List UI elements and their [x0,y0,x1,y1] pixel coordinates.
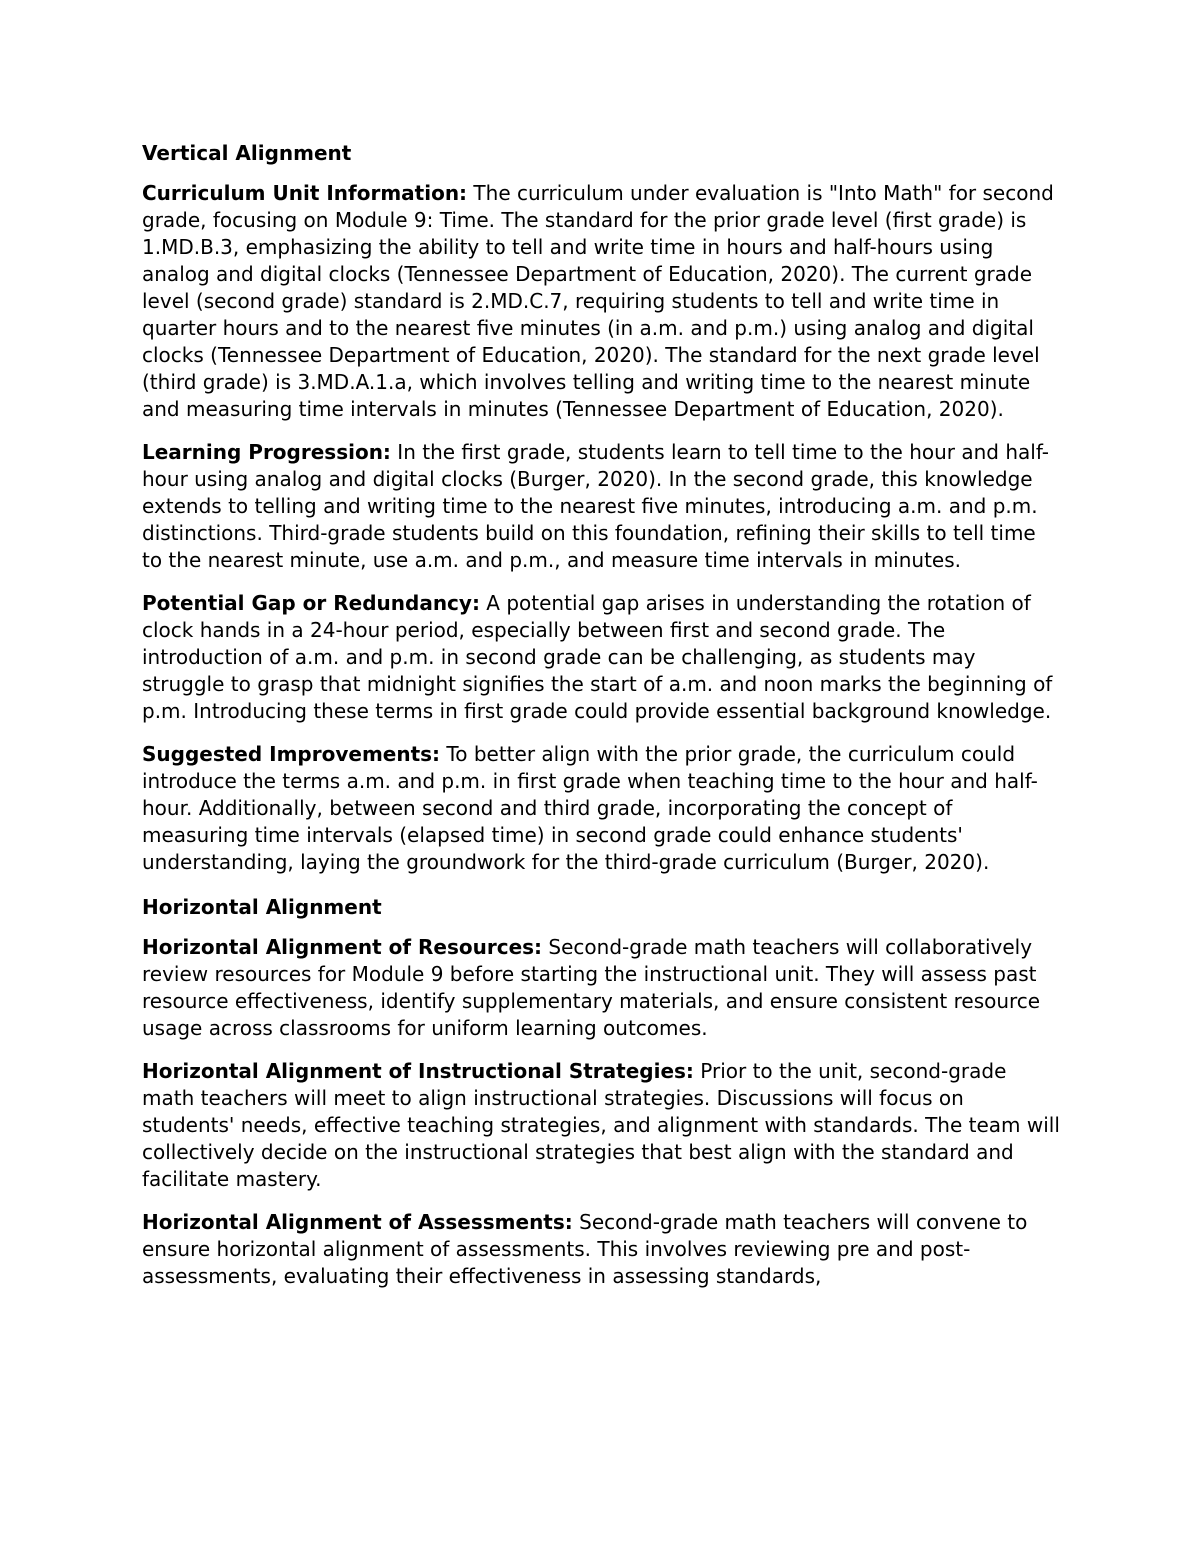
paragraph-text: Second-grade math teachers will convene to ensure horizontal alignment of assessments. This involves reviewing pre and post-assessments, evaluating their effectiveness in assessing standards, [142,1210,1028,1288]
paragraph-curriculum-unit-information [142,180,1062,423]
paragraph-alignment-instructional-strategies [142,1058,1062,1193]
paragraph-text: Second-grade math teachers will collaboratively review resources for Module 9 before starting the instructional unit. They will assess past resource effectiveness, identify supplementary materials, and ensure consistent resource usage across classrooms for uniform learning outcomes. [142,935,1041,1040]
paragraph-text: To better align with the prior grade, the curriculum could introduce the terms a.m. and p.m. in first grade when teaching time to the hour and half-hour. Additionally, between second and third grade, incorporating the concept of measuring time intervals (elapsed time) in second grade could enhance students' understanding, laying the groundwork for the third-grade curriculum (Burger, 2020). [142,742,1038,874]
paragraph-label: Learning Progression: [142,440,391,464]
paragraph-label: Potential Gap or Redundancy: [142,591,480,615]
section-heading-vertical: Vertical Alignment [142,141,352,165]
paragraph-label: Suggested Improvements: [142,742,441,766]
paragraph-text: The curriculum under evaluation is "Into Math" for second grade, focusing on Module 9: Time. The standard for the prior grade level (first grade) is 1.MD.B.3, emphasizing the ability to tell and write time in hours and half-hours using analog and digital clocks (Tennessee Department of Education, 2020). The current grade level (second grade) standard is 2.MD.C.7, requiring students to tell and write time in quarter hours and to the nearest five minutes (in a.m. and p.m.) using analog and digital clocks (Tennessee Department of Education, 2020). The standard for the next grade level (third grade) is 3.MD.A.1.a, which involves telling and writing time to the nearest minute and measuring time intervals in minutes (Tennessee Department of Education, 2020). [142,181,1054,421]
paragraph-text: In the first grade, students learn to tell time to the hour and half-hour using analog and digital clocks (Burger, 2020). In the second grade, this knowledge extends to telling and writing time to the nearest five minutes, introducing a.m. and p.m. distinctions. Third-grade students build on this foundation, refining their skills to tell time to the nearest minute, use a.m. and p.m., and measure time intervals in minutes. [142,440,1050,572]
paragraph-label: Horizontal Alignment of Assessments: [142,1210,573,1234]
section-heading-horizontal: Horizontal Alignment [142,895,382,919]
paragraph-learning-progression [142,439,1062,574]
paragraph-text: Prior to the unit, second-grade math teachers will meet to align instructional strategies. Discussions will focus on students' needs, effective teaching strategies, and alignment with standards. The team will collectively decide on the instructional strategies that best align with the standard and facilitate mastery. [142,1059,1060,1191]
paragraph-label: Horizontal Alignment of Resources: [142,935,543,959]
paragraph-alignment-resources [142,934,1062,1042]
paragraph-alignment-assessments [142,1209,1062,1290]
paragraph-label: Curriculum Unit Information: [142,181,468,205]
paragraph-text: A potential gap arises in understanding the rotation of clock hands in a 24-hour period, especially between first and second grade. The introduction of a.m. and p.m. in second grade can be challenging, as students may struggle to grasp that midnight signifies the start of a.m. and noon marks the beginning of p.m. Introducing these terms in first grade could provide essential background knowledge. [142,591,1053,723]
document-page [142,138,1062,1306]
paragraph-suggested-improvements [142,741,1062,876]
paragraph-label: Horizontal Alignment of Instructional Strategies: [142,1059,694,1083]
paragraph-potential-gap [142,590,1062,725]
